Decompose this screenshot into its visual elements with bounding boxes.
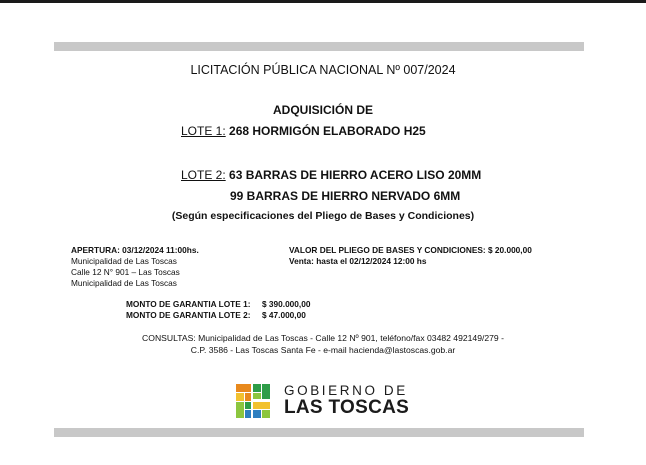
valor-pliego-label: VALOR DEL PLIEGO DE BASES Y CONDICIONES: $ 20.000,00 (289, 245, 532, 255)
garantias-block (126, 299, 310, 321)
document-subtitle: ADQUISICIÓN DE (272, 103, 373, 117)
logo-text (284, 383, 409, 418)
top-divider (54, 42, 584, 51)
garantia-row (126, 299, 310, 310)
lote-2-label: LOTE 2: (181, 168, 226, 182)
logo-line-2: LAS TOSCAS (284, 397, 410, 418)
garantia-label: MONTO DE GARANTIA LOTE 2: (126, 310, 251, 320)
bottom-divider (54, 428, 584, 437)
lote-2-line-2: 99 BARRAS DE HIERRO NERVADO 6MM (230, 189, 461, 203)
lote-1-label: LOTE 1: (181, 124, 226, 138)
garantia-row (126, 310, 310, 321)
lote-2-text: 63 BARRAS DE HIERRO ACERO LISO 20MM (225, 168, 482, 182)
consultas-line-1: CONSULTAS: Municipalidad de Las Toscas - Calle 12 Nº 901, teléfono/fax 03482 492149/279 - (142, 333, 504, 343)
document-title: LICITACIÓN PÚBLICA NACIONAL Nº 007/2024 (190, 63, 456, 77)
valor-pliego-block (289, 245, 532, 267)
top-border (0, 0, 646, 3)
apertura-line: Calle 12 N° 901 – Las Toscas (71, 267, 180, 277)
consultas-block (0, 332, 646, 356)
lote-1 (181, 124, 426, 138)
apertura-line: Municipalidad de Las Toscas (71, 256, 177, 266)
lote-1-text: 268 HORMIGÓN ELABORADO H25 (225, 124, 426, 138)
apertura-line: Municipalidad de Las Toscas (71, 278, 177, 288)
logo-line-1: GOBIERNO DE (284, 383, 408, 398)
gobierno-logo (236, 383, 409, 418)
garantia-value: $ 390.000,00 (262, 299, 311, 309)
garantia-value: $ 47.000,00 (262, 310, 306, 320)
lote-2 (181, 168, 481, 182)
consultas-line-2: C.P. 3586 - Las Toscas Santa Fe - e-mail hacienda@lastoscas.gob.ar (190, 345, 456, 355)
apertura-block (71, 245, 199, 289)
las-toscas-emblem-icon (236, 384, 270, 418)
apertura-label: APERTURA: 03/12/2024 11:00hs. (71, 245, 199, 255)
garantia-label: MONTO DE GARANTIA LOTE 1: (126, 299, 251, 309)
venta-line: Venta: hasta el 02/12/2024 12:00 hs (289, 256, 427, 266)
spec-note: (Según especificaciones del Pliego de Bases y Condiciones) (171, 210, 475, 222)
